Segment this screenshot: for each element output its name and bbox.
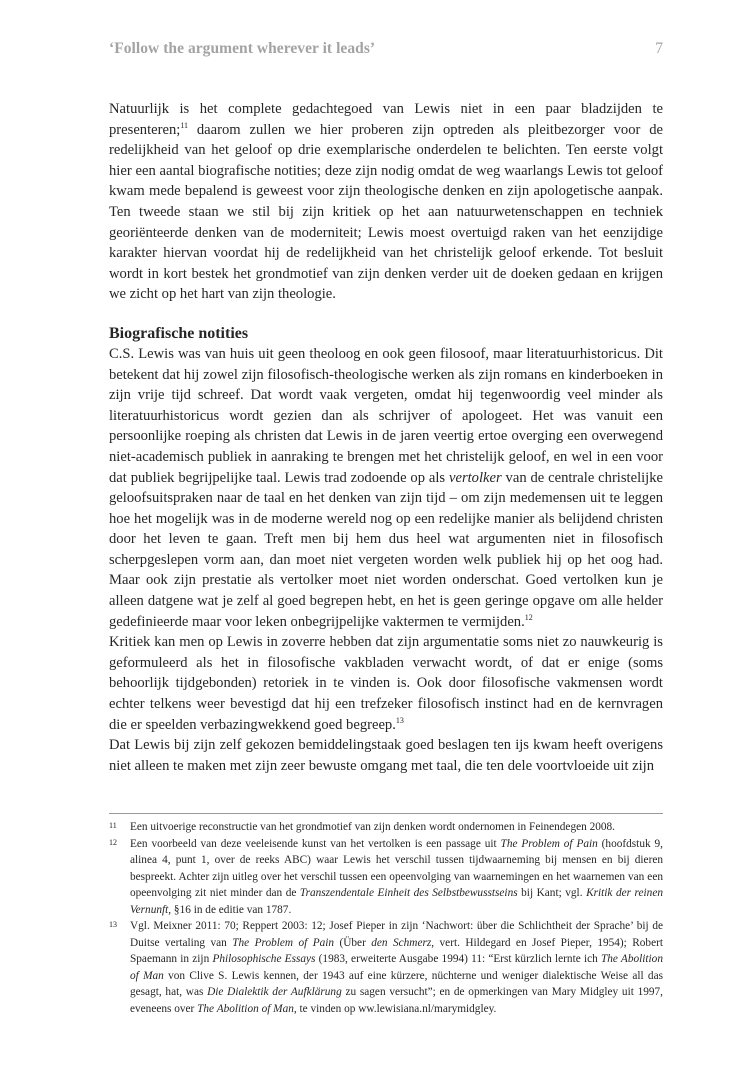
footnote-ref-11[interactable]: 11 — [180, 120, 189, 130]
emphasis: Transzendentale Einheit des Selbstbewusstseins — [299, 887, 518, 899]
paragraph-biography — [109, 344, 663, 632]
footnote-text: , vert. Hildegard en Josef Pieper, 1954); Robert Spaemann in zijn — [130, 936, 663, 965]
footnote-text: (Über — [334, 936, 372, 949]
footnote-ref-13[interactable]: 13 — [395, 715, 404, 725]
page-number: 7 — [655, 40, 663, 57]
paragraph-text: Kritiek kan men op Lewis in zoverre hebben dat zijn argumentatie soms niet zo nauwkeurig is geformuleerd als het in filosofische vakbladen verwacht wordt, of dat er enige (soms behoorlijk tijdgebonden) retoriek in te vinden is. Ook door filosofische vakmensen wordt echter telkens weer bevestigd dat hij een trefzeker filosofisch instinct had en de kernvragen die er speelden verbazingwekkend goed begreep. — [109, 634, 663, 733]
book-title: The Problem of Pain — [232, 936, 335, 949]
section-heading: Biografische notities — [109, 324, 249, 342]
paragraph-text: C.S. Lewis was van huis uit geen theoloog en ook geen filosoof, maar literatuurhistoricus. Dit betekent dat hij zowel zijn filosofisch-theologische werken als zijn romans en kinderboeken in zijn vrije tijd schreef. Dat wordt vaak vergeten, omdat hij tegenwoordig veel minder als literatuurhistoricus wordt gezien dan als schrijver of apologeet. Het was vanuit een persoonlijke roeping als christen dat Lewis in de jaren veertig ertoe overging een overwegend niet-academisch publiek in aanraking te brengen met het christelijk geloof, en wel in een voor dat publiek begrijpelijke taal. Lewis trad zodoende op als — [109, 345, 663, 486]
footnote-text: Een uitvoerige reconstructie van het grondmotief van zijn denken wordt ondernomen in Feinendegen 2008. — [130, 821, 615, 833]
footnote-11 — [109, 819, 663, 836]
footnote-number: 13 — [109, 920, 117, 929]
book-title: The Problem of Pain — [500, 837, 598, 850]
book-title: den Schmerz — [371, 936, 432, 949]
footnote-text: von Clive S. Lewis kennen, der 1943 auf eine kürzere, nüchterne und weniger dialektische Weise all das gesagt, hat, was — [130, 969, 663, 998]
running-title: ‘Follow the argument wherever it leads’ — [109, 40, 376, 57]
footnote-13 — [109, 918, 663, 1017]
footnote-number: 12 — [109, 837, 117, 847]
footnote-text: , §16 in de editie van 1787. — [168, 903, 292, 916]
footnote-number: 11 — [109, 821, 117, 830]
paragraph-text: daarom zullen we hier proberen zijn optreden als pleitbezorger voor de redelijkheid van het geloof op drie exemplarische onderdelen te belichten. Ten eerste volgt hier een aantal biografische notities; deze zijn nodig omdat de weg waarlangs Lewis tot geloof kwam mede bepalend is geweest voor zijn theologische denken en zijn apologetische aanpak. Ten tweede staan we stil bij zijn kritiek op het aan natuurwetenschappen en techniek georiënteerde denken van de moderniteit; Lewis moest overtuigd raken van het eenzijdige karakter hiervan voordat hij de redelijkheid van het christelijk geloof erkende. Tot besluit wordt in kort bestek het grondmotief van zijn denken verder uit de doeken gedaan en krijgen we zicht op het hart van zijn theologie. — [109, 121, 663, 303]
footnote-text: zu sagen versucht”; en de opmerkingen van Mary Midgley uit 1997, eveneens over — [130, 986, 664, 1015]
book-title: The Abolition of Man — [130, 953, 663, 982]
book-title: The Abolition of Man — [197, 1002, 294, 1015]
paragraph-critique — [109, 632, 663, 735]
book-title: Philosophische Essays — [212, 953, 316, 965]
paragraph-continuation: Dat Lewis bij zijn zelf gekozen bemiddelingstaak goed beslagen ten ijs kwam heeft overigens niet alleen te maken met zijn zeer bewuste omgang met taal, die ten dele voortvloeide uit zijn — [109, 737, 663, 774]
footnote-text: (1983, erweiterte Ausgabe 1994) 11: “Erst kürzlich lernte ich — [315, 953, 601, 965]
footnotes — [109, 819, 663, 1017]
paragraph-text: van de centrale christelijke geloofsuitspraken naar de taal en het denken van zijn tijd – om zijn medemensen uit te leggen hoe het mogelijk was in de moderne wereld nog op een redelijke manier als belijdend christen door het leven te gaan. Treft men bij hem dus heel wat argumenten niet in filosofisch scherpgeslepen vorm aan, dan moet niet vergeten worden welk publiek hij op het oog had. Maar ook zijn prestatie als vertolker moet niet worden onderschat. Goed vertolken kun je alleen datgene wat je zelf al goed begrepen hebt, en het is geen geringe opgave om alle helder gedefinieerde maar voor leken onbegrijpelijke vaktermen te vermijden. — [109, 469, 664, 630]
spacer — [109, 305, 663, 323]
running-header — [109, 40, 663, 64]
footnote-text: bij Kant; vgl. — [517, 887, 587, 899]
emphasis: vertolker — [448, 469, 502, 486]
paragraph-intro — [109, 99, 663, 305]
footnote-text: , te vinden op ww.lewisiana.nl/marymidgley. — [293, 1002, 497, 1015]
footnote-text: Vgl. Meixner 2011: 70; Reppert 2003: 12; Josef Pieper in zijn ‘Nachwort: über die Schlichtheit der Sprache’ bij de Duitse vertaling van — [130, 920, 663, 949]
book-title: Die Dialektik der Aufklärung — [207, 986, 342, 998]
main-text — [109, 99, 663, 776]
book-title: Kritik der reinen Vernunft — [130, 887, 663, 916]
footnote-divider — [109, 813, 663, 814]
footnote-text: Een voorbeeld van deze veeleisende kunst van het vertolken is een passage uit — [130, 837, 501, 850]
footnote-12 — [109, 836, 663, 919]
paragraph-text: Natuurlijk is het complete gedachtegoed van Lewis niet in een paar bladzijden te presenteren; — [109, 101, 663, 138]
footnote-text: (hoofdstuk 9, alinea 4, punt 1, over de reeks ABC) waar Lewis het verschil tussen tijdwaarneming bij mensen en bij dieren bespreekt. Achter zijn uitleg over het verschil tussen een opeenvolging van waarnemingen en het waarnemen van een opeenvolging zit niet minder dan de — [130, 837, 663, 899]
footnote-ref-12[interactable]: 12 — [524, 612, 533, 622]
